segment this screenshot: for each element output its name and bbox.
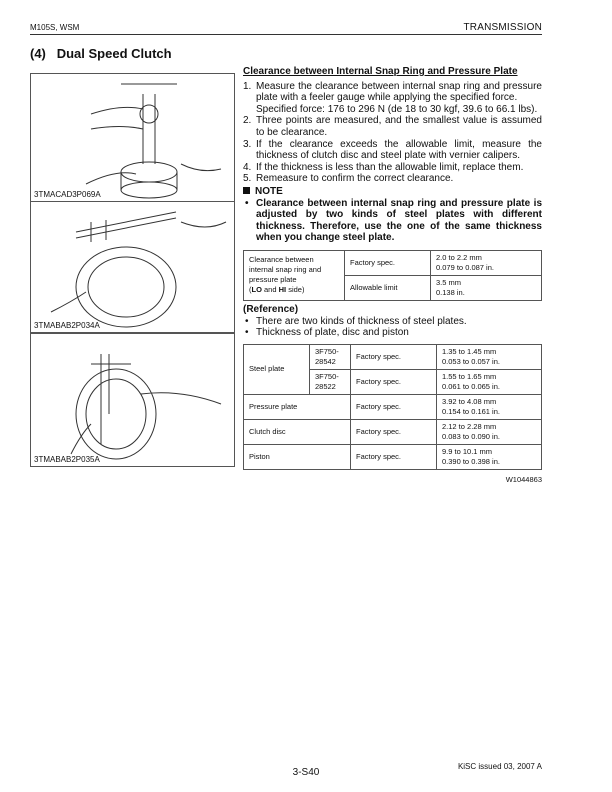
value-in: 0.390 to 0.398 in. (442, 456, 500, 466)
issue-info: KiSC issued 03, 2007 A (457, 762, 542, 771)
step-text: If the thickness is less than the allowable limit, replace them. (256, 161, 524, 173)
step-item (243, 139, 542, 162)
reference-text: Thickness of plate, disc and piston (256, 327, 409, 339)
lo-label: LO (251, 285, 262, 295)
procedure-steps (243, 81, 542, 185)
figure-label: 3TMABAB2P034A (34, 321, 100, 330)
item-cell: Piston (244, 444, 351, 469)
part-number: 3F750-28542 (310, 344, 351, 369)
figure-label: 3TMABAB2P035A (34, 455, 100, 464)
note-text: Clearance between internal snap ring and pressure plate is adjusted by two kinds of steel plates with different thickness. Therefore, use the one of the same thickness when you change steel plate. (256, 197, 542, 244)
spec-value (437, 444, 542, 469)
value-mm: 3.92 to 4.08 mm (442, 396, 497, 406)
step-text: Three points are measured, and the smallest value is assumed to be clearance. (256, 115, 542, 138)
bullet-icon: • (245, 315, 249, 327)
bullet-icon: • (245, 197, 249, 209)
spec-item (244, 250, 345, 300)
spec-label: Factory spec. (351, 344, 437, 369)
spec-value (437, 394, 542, 419)
reference-text: There are two kinds of thickness of steel plates. (256, 315, 467, 327)
paren: ( (249, 285, 252, 295)
step-number: 1. (243, 80, 252, 92)
reference-heading: (Reference) (243, 303, 299, 315)
note-label: NOTE (255, 185, 283, 197)
spec-label: Factory spec. (351, 444, 437, 469)
figure-label: 3TMACAD3P069A (34, 190, 101, 199)
step-item (243, 173, 542, 185)
header-section: TRANSMISSION (463, 22, 542, 33)
step-number: 2. (243, 115, 252, 127)
step-item (243, 162, 542, 174)
figure-caliper-pressure-plate (30, 333, 235, 467)
spec-value (437, 369, 542, 394)
value-mm: 1.35 to 1.45 mm (442, 346, 497, 356)
step-item (243, 115, 542, 138)
clearance-spec-table (243, 250, 542, 301)
spec-label: Factory spec. (345, 250, 431, 275)
specified-force: Specified force: 176 to 296 N (de 18 to 30 kgf, 39.6 to 66.1 lbs). (256, 103, 538, 115)
spec-value (437, 419, 542, 444)
note-item (243, 198, 542, 244)
value-mm: 9.9 to 10.1 mm (442, 446, 493, 456)
spec-value (431, 250, 542, 275)
hi-label: HI (278, 285, 287, 295)
header-divider (30, 34, 542, 35)
item-cell: Steel plate (244, 344, 310, 394)
square-bullet-icon (243, 187, 250, 194)
value-in: 0.079 to 0.087 in. (436, 262, 494, 272)
spec-item-text: Clearance between internal snap ring and pressure plate (249, 255, 322, 285)
spec-value (437, 344, 542, 369)
reference-item (243, 327, 542, 339)
reference-item (243, 316, 542, 328)
caliper-steel-plate-illustration (31, 202, 234, 332)
step-text: Measure the clearance between internal snap ring and pressure plate with a feeler gauge while applying the specified force. (256, 80, 542, 104)
thickness-reference-table (243, 344, 542, 470)
section-heading: Clearance between Internal Snap Ring and Pressure Plate (243, 66, 518, 77)
spec-label: Factory spec. (351, 394, 437, 419)
step-item (243, 81, 542, 116)
step-text: Remeasure to confirm the correct clearance. (256, 173, 454, 185)
page-number: 3-S40 (292, 767, 320, 778)
value-mm: 2.12 to 2.28 mm (442, 421, 497, 431)
value-in: 0.061 to 0.065 in. (442, 381, 500, 391)
figure-caliper-steel-plate (30, 201, 235, 333)
step-number: 4. (243, 161, 252, 173)
spec-value (431, 275, 542, 300)
item-cell: Clutch disc (244, 419, 351, 444)
value-mm: 3.5 mm (436, 277, 462, 287)
value-in: 0.053 to 0.057 in. (442, 356, 500, 366)
step-number: 5. (243, 173, 252, 185)
step-number: 3. (243, 138, 252, 150)
spec-label: Factory spec. (351, 419, 437, 444)
value-in: 0.138 in. (436, 287, 465, 297)
part-number: 3F750-28522 (310, 369, 351, 394)
side-text: side) (286, 285, 305, 295)
spec-label: Allowable limit (345, 275, 431, 300)
value-in: 0.083 to 0.090 in. (442, 431, 500, 441)
bullet-icon: • (245, 327, 249, 339)
content-column (243, 66, 542, 485)
feeler-gauge-illustration (31, 74, 234, 201)
value-mm: 2.0 to 2.2 mm (436, 252, 482, 262)
figure-feeler-gauge (30, 73, 235, 202)
value-in: 0.154 to 0.161 in. (442, 406, 500, 416)
document-code: W1044863 (505, 474, 542, 484)
step-text: If the clearance exceeds the allowable limit, measure the thickness of clutch disc and steel plate with vernier calipers. (256, 138, 542, 162)
header-model: M105S, WSM (30, 23, 80, 32)
page-title: (4) Dual Speed Clutch (30, 46, 172, 61)
note-heading (243, 186, 542, 198)
item-cell: Pressure plate (244, 394, 351, 419)
caliper-pressure-plate-illustration (31, 334, 234, 466)
spec-label: Factory spec. (351, 369, 437, 394)
and-text: and (261, 285, 279, 295)
value-mm: 1.55 to 1.65 mm (442, 371, 497, 381)
